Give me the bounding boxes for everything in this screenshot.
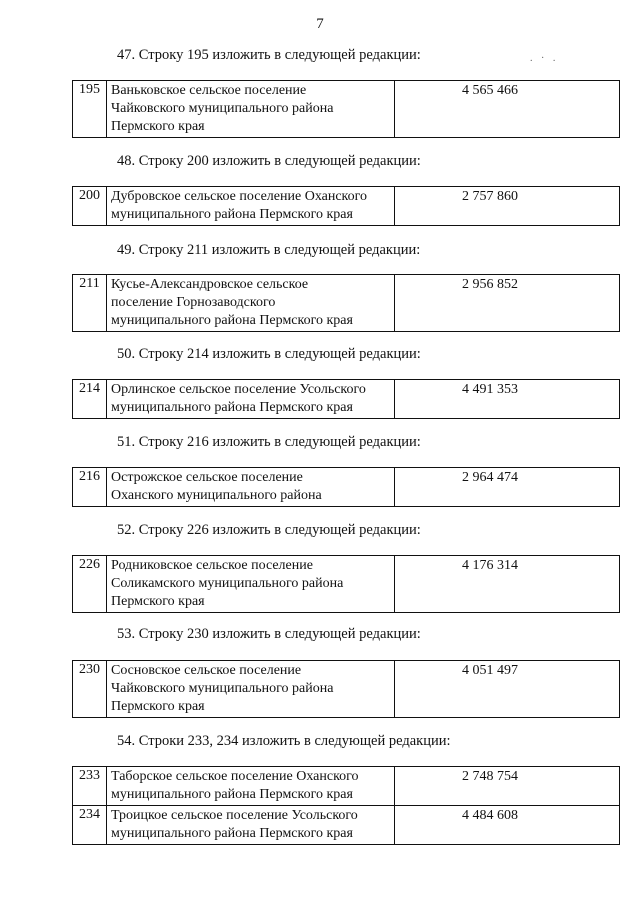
table-row <box>73 556 620 613</box>
amount-value: 2 748 754 <box>395 767 620 806</box>
row-number: 234 <box>73 806 107 845</box>
amendment-table-200 <box>72 186 620 226</box>
amount-value: 4 565 466 <box>395 81 620 138</box>
row-number: 233 <box>73 767 107 806</box>
instruction-51: 51. Строку 216 изложить в следующей редакции: <box>117 434 421 450</box>
instruction-52: 52. Строку 226 изложить в следующей редакции: <box>117 522 421 538</box>
table-row <box>73 380 620 419</box>
name-line: Таборское сельское поселение Оханского <box>111 769 359 784</box>
amount-value: 4 491 353 <box>395 380 620 419</box>
name-line: Соликамского муниципального района <box>111 576 344 591</box>
amount-value: 4 484 608 <box>395 806 620 845</box>
table-row <box>73 275 620 332</box>
name-line: муниципального района Пермского края <box>111 207 353 222</box>
name-line: Троицкое сельское поселение Усольского <box>111 808 358 823</box>
instruction-47: 47. Строку 195 изложить в следующей редакции: <box>117 47 421 63</box>
name-line: Чайковского муниципального района <box>111 681 334 696</box>
scan-artifact-dots: . · . <box>530 53 559 64</box>
amount-value: 4 176 314 <box>395 556 620 613</box>
amendment-table-195 <box>72 80 620 138</box>
municipality-name <box>107 767 395 806</box>
amendment-table-226 <box>72 555 620 613</box>
municipality-name <box>107 81 395 138</box>
amendment-table-214 <box>72 379 620 419</box>
instruction-53: 53. Строку 230 изложить в следующей редакции: <box>117 626 421 642</box>
amendment-table-211 <box>72 274 620 332</box>
municipality-name <box>107 468 395 507</box>
name-line: Орлинское сельское поселение Усольского <box>111 382 366 397</box>
name-line: Ваньковское сельское поселение <box>111 83 307 98</box>
row-number: 195 <box>73 81 107 138</box>
amount-value: 4 051 497 <box>395 661 620 718</box>
amount-value: 2 964 474 <box>395 468 620 507</box>
municipality-name <box>107 806 395 845</box>
row-number: 214 <box>73 380 107 419</box>
name-line: Пермского края <box>111 699 205 714</box>
amendment-table-230 <box>72 660 620 718</box>
name-line: муниципального района Пермского края <box>111 313 353 328</box>
name-line: муниципального района Пермского края <box>111 400 353 415</box>
municipality-name <box>107 661 395 718</box>
table-row <box>73 187 620 226</box>
name-line: Кусье-Александровское сельское <box>111 277 309 292</box>
instruction-50: 50. Строку 214 изложить в следующей редакции: <box>117 346 421 362</box>
name-line: Оханского муниципального района <box>111 488 322 503</box>
name-line: Родниковское сельское поселение <box>111 558 313 573</box>
name-line: муниципального района Пермского края <box>111 826 353 841</box>
name-line: Пермского края <box>111 119 205 134</box>
table-row <box>73 81 620 138</box>
name-line: Дубровское сельское поселение Оханского <box>111 189 368 204</box>
table-row <box>73 767 620 806</box>
amendment-table-216 <box>72 467 620 507</box>
municipality-name <box>107 275 395 332</box>
row-number: 211 <box>73 275 107 332</box>
table-row <box>73 806 620 845</box>
municipality-name <box>107 187 395 226</box>
name-line: муниципального района Пермского края <box>111 787 353 802</box>
municipality-name <box>107 556 395 613</box>
page-number: 7 <box>316 16 324 32</box>
amendment-table-233-234 <box>72 766 620 845</box>
instruction-48: 48. Строку 200 изложить в следующей редакции: <box>117 153 421 169</box>
row-number: 230 <box>73 661 107 718</box>
row-number: 200 <box>73 187 107 226</box>
name-line: Сосновское сельское поселение <box>111 663 302 678</box>
row-number: 216 <box>73 468 107 507</box>
table-row <box>73 661 620 718</box>
name-line: Чайковского муниципального района <box>111 101 334 116</box>
instruction-49: 49. Строку 211 изложить в следующей редакции: <box>117 242 421 258</box>
name-line: поселение Горнозаводского <box>111 295 276 310</box>
table-row <box>73 468 620 507</box>
amount-value: 2 757 860 <box>395 187 620 226</box>
amount-value: 2 956 852 <box>395 275 620 332</box>
municipality-name <box>107 380 395 419</box>
name-line: Пермского края <box>111 594 205 609</box>
name-line: Острожское сельское поселение <box>111 470 303 485</box>
instruction-54: 54. Строки 233, 234 изложить в следующей редакции: <box>117 733 451 749</box>
row-number: 226 <box>73 556 107 613</box>
